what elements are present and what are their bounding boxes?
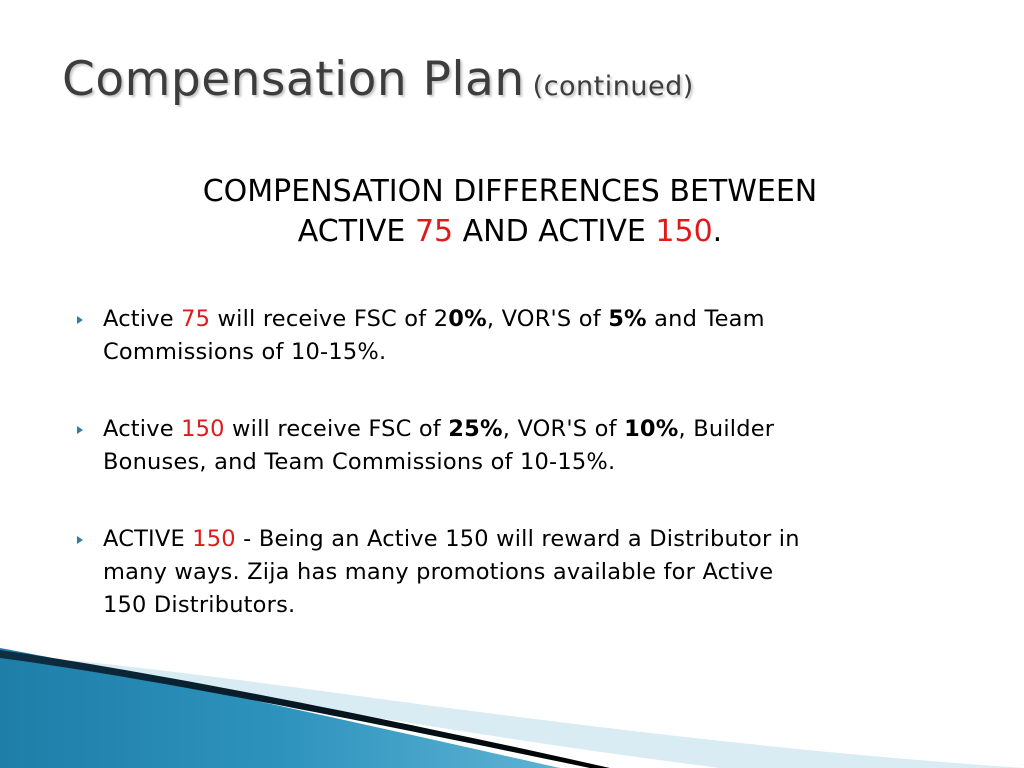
bullet-prefix: Active xyxy=(103,416,182,442)
triangle-right-icon xyxy=(77,316,83,324)
bullet-prefix: ACTIVE xyxy=(103,526,193,552)
section-heading xyxy=(110,172,910,252)
heading-line-1: COMPENSATION DIFFERENCES BETWEEN xyxy=(202,174,818,209)
heading-line-2 xyxy=(110,212,910,252)
bullet-prefix: Active xyxy=(103,306,182,332)
bullet-text: , VOR'S of xyxy=(486,306,609,332)
bullet-text: - Being an Active 150 will reward a Distributor in xyxy=(235,526,800,552)
bullet-list xyxy=(72,303,972,622)
heading-period: . xyxy=(712,214,723,249)
list-item xyxy=(72,303,972,369)
bullet-bold-value: 0% xyxy=(448,306,487,332)
page-title xyxy=(62,52,694,107)
bullet-bold-value: 5% xyxy=(608,306,647,332)
bullet-line xyxy=(103,523,972,556)
bullet-line: many ways. Zija has many promotions available for Active xyxy=(103,559,774,585)
triangle-right-icon xyxy=(77,426,83,434)
heading-number-75: 75 xyxy=(414,214,454,249)
bullet-line: Bonuses, and Team Commissions of 10-15%. xyxy=(103,449,616,475)
decorative-wave xyxy=(0,640,1024,768)
heading-number-150: 150 xyxy=(655,214,713,249)
bullet-bold-value: 25% xyxy=(448,416,503,442)
list-item xyxy=(72,523,972,622)
bullet-line: 150 Distributors. xyxy=(103,592,296,618)
triangle-right-icon xyxy=(77,536,83,544)
heading-text-active: ACTIVE xyxy=(297,214,415,249)
list-item xyxy=(72,413,972,479)
title-main: Compensation Plan xyxy=(62,52,525,107)
heading-text-and-active: AND ACTIVE xyxy=(453,214,656,249)
bullet-number: 75 xyxy=(181,306,211,332)
bullet-number: 150 xyxy=(181,416,225,442)
bullet-text: , VOR'S of xyxy=(502,416,625,442)
bullet-line xyxy=(103,303,972,336)
bullet-text: , Builder xyxy=(678,416,775,442)
bullet-text: will receive FSC of xyxy=(224,416,449,442)
bullet-text: and Team xyxy=(646,306,765,332)
title-subtitle: (continued) xyxy=(532,71,694,102)
bullet-number: 150 xyxy=(192,526,236,552)
bullet-line: Commissions of 10-15%. xyxy=(103,339,387,365)
bullet-text: will receive FSC of 2 xyxy=(210,306,449,332)
bullet-bold-value: 10% xyxy=(624,416,679,442)
bullet-line xyxy=(103,413,972,446)
